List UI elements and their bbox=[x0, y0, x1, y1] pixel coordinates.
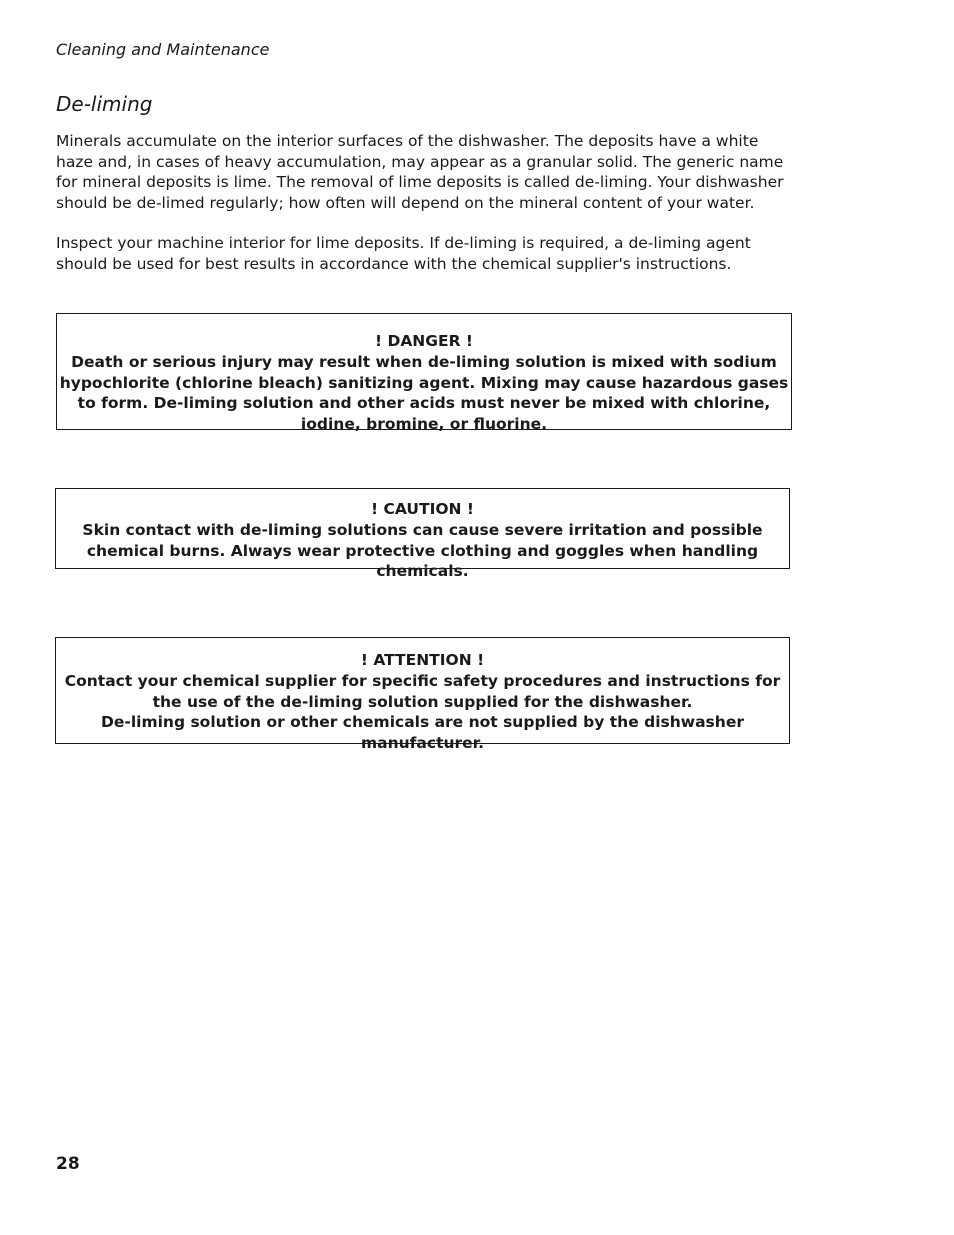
inspection-paragraph: Inspect your machine interior for lime deposits. If de-liming is required, a de-liming agent should be used for best results in accordance with the chemical supplier's instructions. bbox=[56, 234, 751, 273]
attention-body-line-2: De-liming solution or other chemicals are not supplied by the dishwasher manufacturer. bbox=[101, 713, 744, 753]
danger-body: Death or serious injury may result when de-liming solution is mixed with sodium hypochlorite (chlorine bleach) sanitizing agent. Mixing may cause hazardous gases to form. De-liming solution and other acids must never be mixed with chlorine, iodine, bromine, or fluorine. bbox=[59, 352, 789, 434]
attention-heading: ! ATTENTION ! bbox=[360, 651, 485, 669]
attention-notice-box bbox=[55, 637, 790, 753]
intro-paragraph: Minerals accumulate on the interior surfaces of the dishwasher. The deposits have a white haze and, in cases of heavy accumulation, may appear as a granular solid. The generic name for mineral deposits is lime. The removal of lime deposits is called de-liming. Your dishwasher should be de-limed regularly; how often will depend on the mineral content of your water. bbox=[56, 132, 784, 212]
caution-heading: ! CAUTION ! bbox=[371, 500, 474, 518]
caution-notice-box bbox=[55, 488, 790, 581]
attention-body-line-1: Contact your chemical supplier for specific safety procedures and instructions for the use of the de-liming solution supplied for the dishwasher. bbox=[64, 671, 781, 711]
running-header: Cleaning and Maintenance bbox=[56, 40, 270, 59]
danger-heading: ! DANGER ! bbox=[374, 332, 473, 350]
section-title: De-liming bbox=[56, 92, 153, 116]
danger-notice-box bbox=[56, 313, 792, 434]
caution-body: Skin contact with de-liming solutions can cause severe irritation and possible chemical burns. Always wear protective clothing and goggles when handling chemicals. bbox=[82, 520, 763, 581]
page-number: 28 bbox=[56, 1154, 80, 1174]
